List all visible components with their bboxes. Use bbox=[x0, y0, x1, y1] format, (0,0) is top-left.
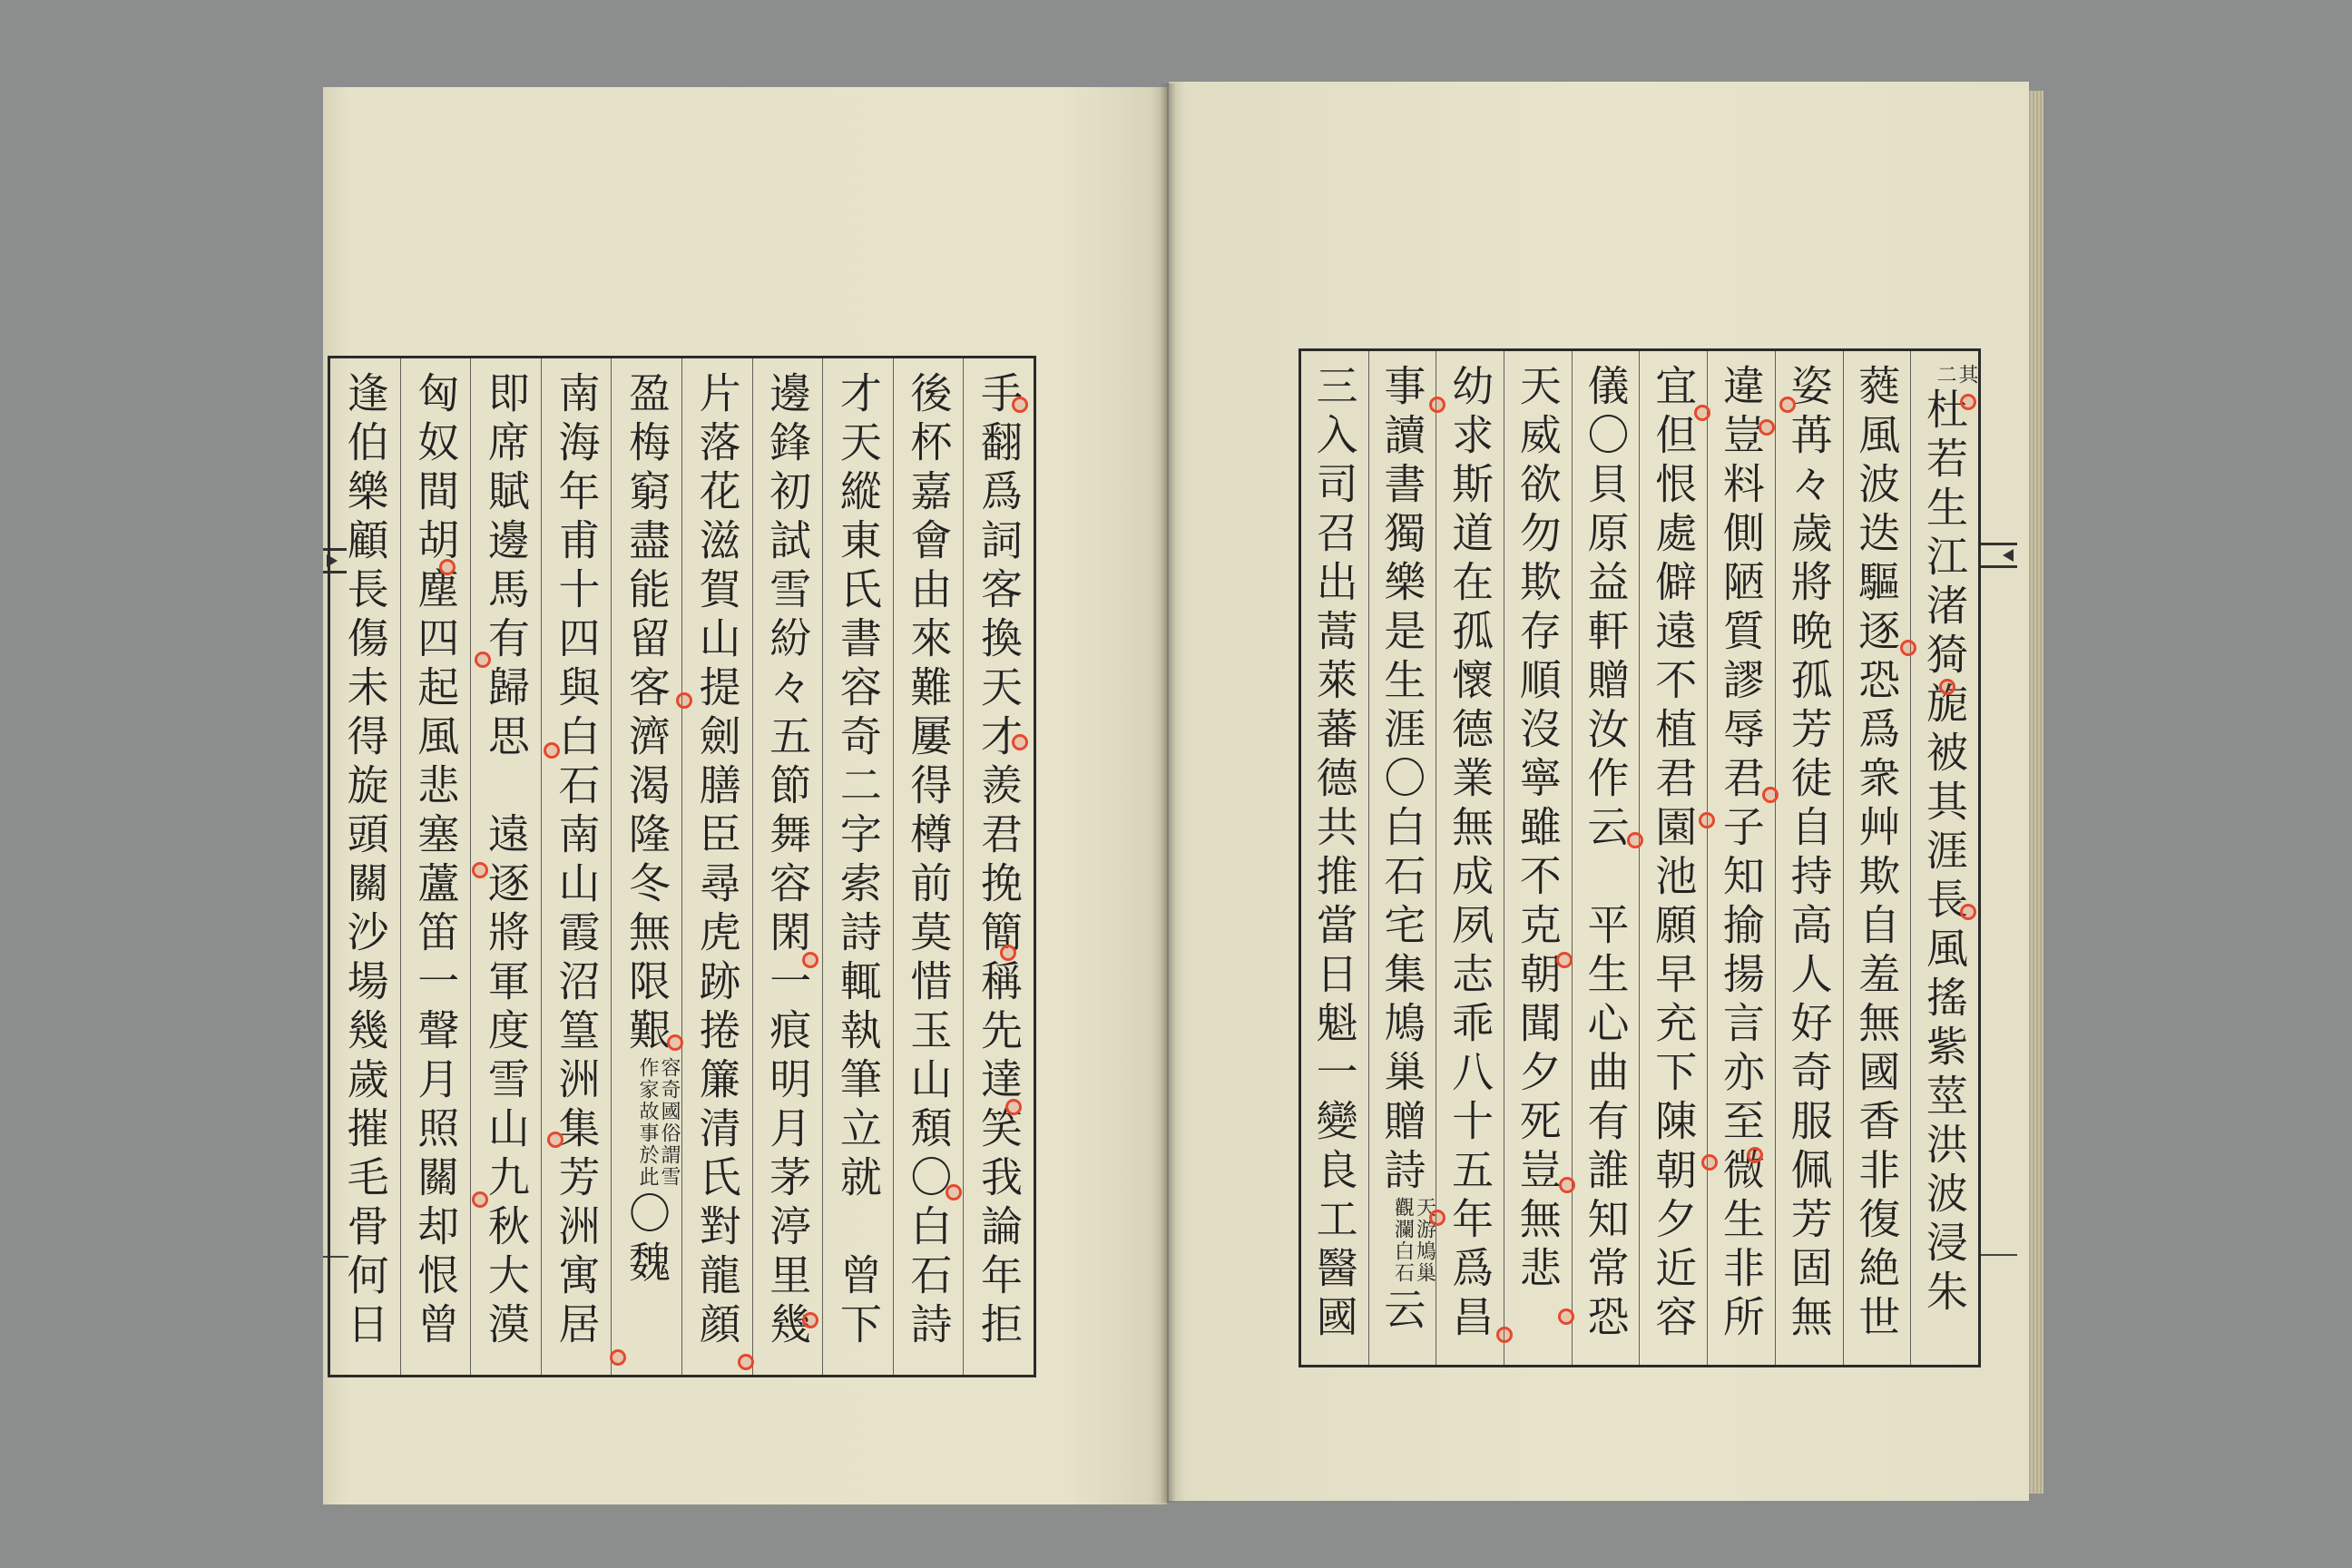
red-circle-mark bbox=[1900, 640, 1916, 656]
column-text: 邊鋒初試雪紛々五節舞容閑一痕明月茅渟里幾 bbox=[763, 371, 813, 1351]
text-column bbox=[400, 358, 471, 1375]
book-edge bbox=[2029, 91, 2043, 1494]
right-text-frame bbox=[1298, 348, 1981, 1367]
column-text: 宜但恨處僻遠不植君園池願早充下陳朝夕近容 bbox=[1649, 364, 1699, 1344]
red-circle-mark bbox=[547, 1132, 564, 1148]
text-column bbox=[963, 358, 1034, 1375]
interlinear-note: 容奇國俗謂雪作家故事於此 bbox=[636, 1057, 681, 1188]
red-circle-mark bbox=[738, 1354, 754, 1370]
column-text: 才天縱東氏書容奇二字索詩輒執筆立就 曾下 bbox=[833, 371, 883, 1351]
red-circle-mark bbox=[1699, 812, 1715, 828]
red-circle-mark bbox=[802, 952, 818, 968]
text-column bbox=[1504, 351, 1572, 1365]
red-circle-mark bbox=[1694, 405, 1710, 421]
red-circle-mark bbox=[1012, 734, 1028, 750]
text-column bbox=[1572, 351, 1640, 1365]
column-text: 天威欲勿欺存順沒寧雖不克朝聞夕死豈無悲 bbox=[1513, 364, 1563, 1295]
red-circle-mark bbox=[676, 692, 692, 709]
book-gutter-shadow bbox=[1160, 83, 1176, 1503]
red-circle-mark bbox=[1005, 1099, 1022, 1115]
column-text: 蕤風波迭驅逐恐爲衆艸欺自羞無國香非復絶世 bbox=[1852, 364, 1902, 1344]
column-text: 後杯嘉會由來難屢得樽前莫惜玉山頽〇白石詩 bbox=[904, 371, 954, 1351]
column-text: 即席賦邊馬有歸思 遠逐將軍度雪山九秋大漠 bbox=[481, 371, 531, 1351]
red-circle-mark bbox=[1747, 1147, 1763, 1163]
red-circle-mark bbox=[1556, 952, 1573, 968]
red-circle-mark bbox=[1960, 904, 1976, 920]
column-text-tail: 云 bbox=[1377, 1288, 1427, 1337]
red-circle-mark bbox=[472, 1191, 488, 1208]
text-column bbox=[681, 358, 752, 1375]
text-column bbox=[1707, 351, 1775, 1365]
red-circle-mark bbox=[1012, 397, 1028, 413]
margin-tick bbox=[1981, 1254, 2017, 1256]
column-text: 片落花滋賀山提劍膳臣尋虎跡捲簾清氏對龍顔 bbox=[692, 371, 742, 1351]
column-text: 逢伯樂顧長傷未得旋頭關沙場幾歲摧毛骨何日 bbox=[340, 371, 390, 1351]
column-text: 姿苒々歲將晩孤芳徒自持高人好奇服佩芳固無 bbox=[1784, 364, 1834, 1344]
text-column bbox=[1301, 351, 1368, 1365]
red-circle-mark bbox=[1701, 1154, 1718, 1171]
red-circle-mark bbox=[1627, 832, 1643, 848]
text-column bbox=[1775, 351, 1843, 1365]
red-circle-mark bbox=[1429, 397, 1446, 413]
red-circle-mark bbox=[1000, 945, 1016, 961]
text-column bbox=[1639, 351, 1707, 1365]
text-column bbox=[1843, 351, 1911, 1365]
red-circle-mark bbox=[1429, 1210, 1446, 1226]
red-circle-mark bbox=[1759, 419, 1775, 436]
text-column bbox=[541, 358, 612, 1375]
red-circle-mark bbox=[1779, 397, 1796, 413]
red-circle-mark bbox=[1960, 394, 1976, 410]
red-circle-mark bbox=[1939, 679, 1955, 695]
red-circle-mark bbox=[475, 652, 491, 668]
fold-mark bbox=[1981, 543, 2017, 568]
column-text: 幼求斯道在孤懷德業無成夙志乖八十五年爲昌 bbox=[1446, 364, 1495, 1344]
text-column bbox=[893, 358, 964, 1375]
column-text: 南海年甫十四與白石南山霞沼篁洲集芳洲寓居 bbox=[552, 371, 602, 1351]
red-circle-mark bbox=[610, 1349, 626, 1366]
text-column bbox=[611, 358, 681, 1375]
text-column bbox=[1910, 351, 1978, 1365]
interlinear-note: 其二 bbox=[1934, 364, 1978, 386]
column-text: 匈奴間胡塵四起風悲塞蘆笛一聲月照關却恨曾 bbox=[411, 371, 461, 1351]
column-text: 違豈料側陋質謬辱君子知揄揚言亦至微生非所 bbox=[1716, 364, 1766, 1344]
red-circle-mark bbox=[802, 1312, 818, 1328]
column-text-tail: 〇魏 bbox=[622, 1191, 672, 1289]
red-circle-mark bbox=[544, 742, 560, 759]
red-circle-mark bbox=[667, 1034, 683, 1051]
red-circle-mark bbox=[1559, 1177, 1575, 1193]
red-circle-mark bbox=[946, 1184, 962, 1200]
text-column bbox=[1436, 351, 1504, 1365]
column-text: 儀〇貝原益軒贈汝作云 平生心曲有誰知常恐 bbox=[1581, 364, 1631, 1344]
red-circle-mark bbox=[472, 862, 488, 878]
column-text: 盈梅窮盡能留客濟渴隆冬無限艱 bbox=[622, 371, 672, 1057]
red-circle-mark bbox=[1558, 1308, 1574, 1325]
text-column bbox=[1368, 351, 1436, 1365]
column-text: 杜若生江渚猗旎被其涯長風搖紫莖洪波浸朱 bbox=[1920, 387, 1969, 1318]
red-circle-mark bbox=[1762, 787, 1779, 803]
red-circle-mark bbox=[1496, 1327, 1513, 1343]
left-text-frame bbox=[328, 356, 1036, 1377]
interlinear-note: 天游鳩巢觀瀾白石 bbox=[1391, 1197, 1436, 1284]
column-text: 三入司召出蒿萊蕃德共推當日魁一變良工醫國 bbox=[1309, 364, 1359, 1344]
column-text: 手翻爲詞客換天才羨君挽簡稱先達笑我論年拒 bbox=[975, 371, 1024, 1351]
text-column bbox=[752, 358, 823, 1375]
column-text: 事讀書獨樂是生涯〇白石宅集鳩巢贈詩 bbox=[1377, 364, 1427, 1197]
red-circle-mark bbox=[439, 559, 456, 575]
text-column bbox=[822, 358, 893, 1375]
text-column bbox=[330, 358, 400, 1375]
